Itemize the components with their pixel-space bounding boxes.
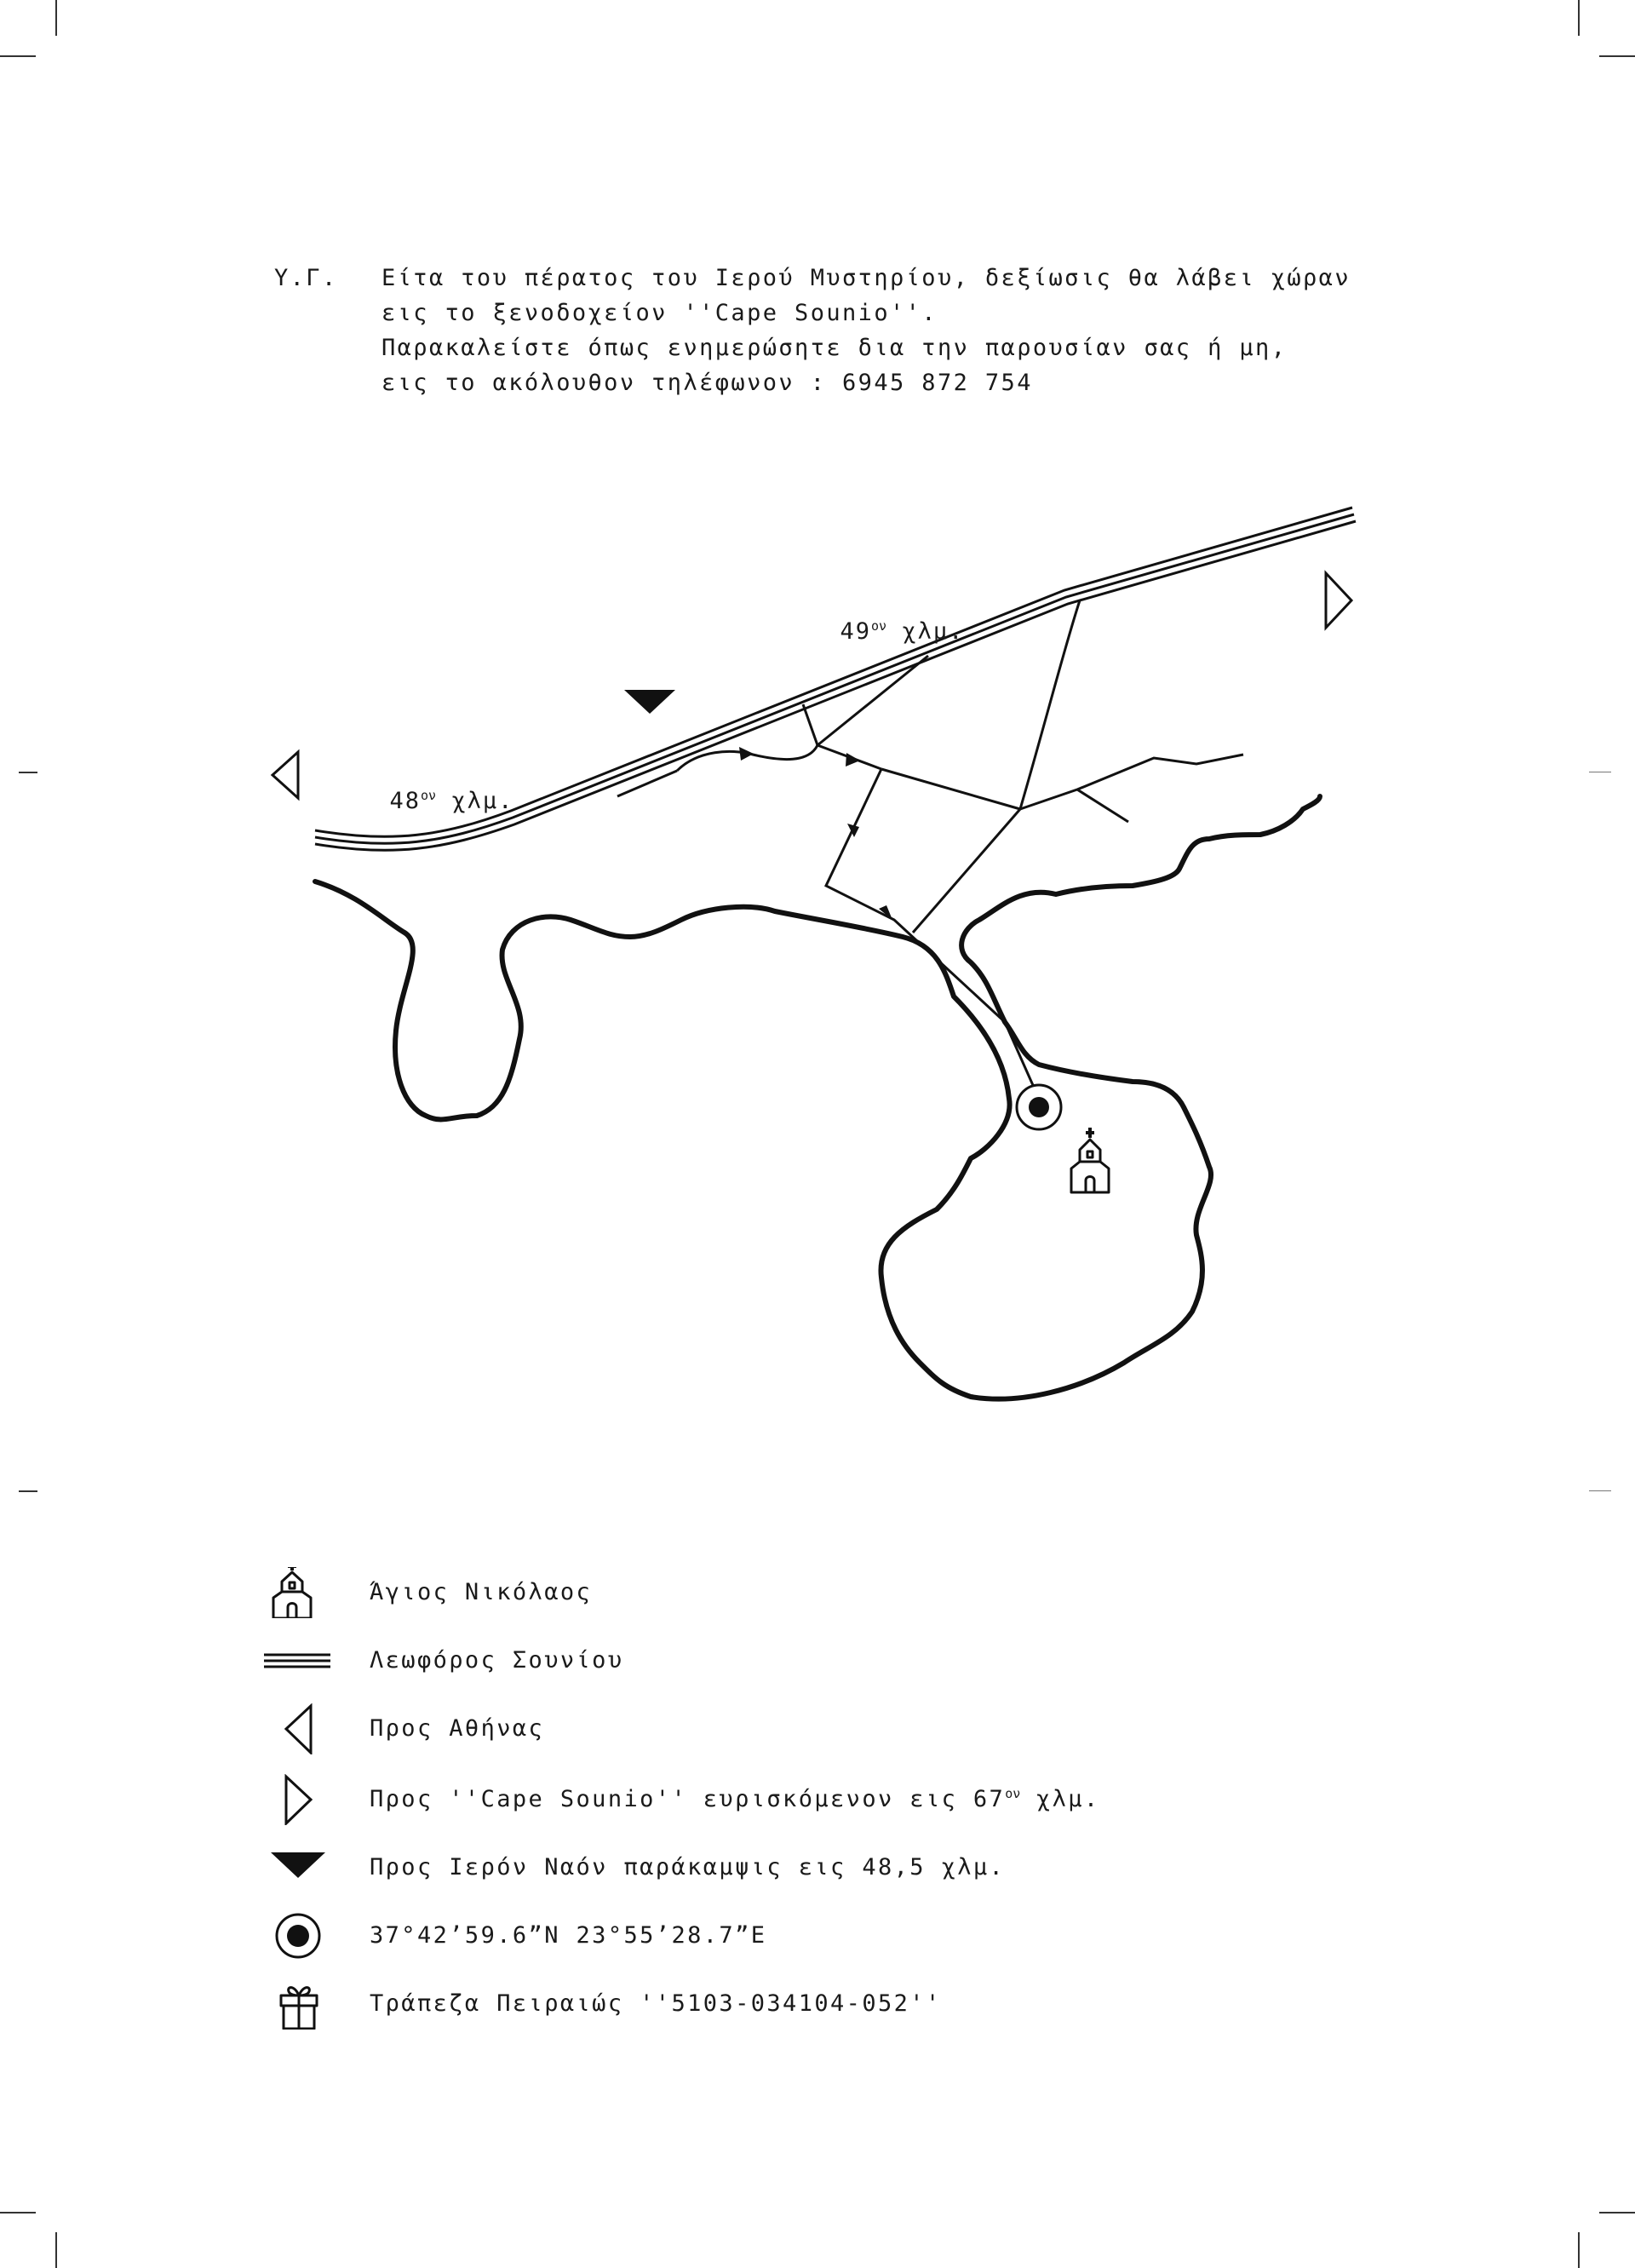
route-arrow	[846, 753, 860, 767]
legend-coordinates	[255, 1910, 1362, 1961]
legend-avenue	[255, 1635, 1362, 1686]
local-roads	[617, 600, 1243, 1099]
legend-detour	[255, 1842, 1362, 1893]
triple-line-icon	[255, 1635, 341, 1686]
crop-mark	[0, 2212, 36, 2213]
coastline	[315, 796, 1320, 1399]
legend-church	[255, 1567, 1362, 1618]
crop-mark	[1599, 2212, 1635, 2213]
down-triangle-icon	[255, 1842, 341, 1893]
direction-arrows	[739, 747, 892, 920]
legend-cape-sounio-main: Προς ''Cape Sounio'' ευρισκόμενον εις 67	[370, 1786, 1006, 1812]
church-detour-arrow	[624, 690, 675, 714]
legend-cape-sounio	[255, 1774, 1362, 1825]
postscript-label: Υ.Γ.	[274, 265, 338, 291]
km-48-label	[359, 761, 513, 814]
km-48-number: 48	[389, 788, 422, 814]
crop-mark	[55, 2232, 57, 2268]
legend-cape-sounio-text	[370, 1786, 1100, 1812]
to-cape-sounio-arrow	[1326, 573, 1351, 628]
church-icon	[1071, 1128, 1109, 1192]
legend-athens-text: Προς Αθήνας	[370, 1715, 545, 1742]
crop-mark	[19, 1490, 37, 1492]
legend-avenue-text: Λεωφόρος Σουνίου	[370, 1647, 624, 1674]
km-49-suffix: ον	[871, 618, 887, 634]
right-triangle-icon	[255, 1774, 341, 1825]
to-athens-arrow	[272, 752, 298, 798]
postscript-line: Παρακαλείστε όπως ενημερώσητε δια την παρουσίαν σας ή μη,	[382, 335, 1288, 361]
legend-detour-text: Προς Ιερόν Ναόν παράκαμψις εις 48,5 χλμ.	[370, 1854, 1006, 1880]
postscript-line: εις το ξενοδοχείον ''Cape Sounio''.	[382, 300, 938, 326]
church-icon	[255, 1567, 341, 1618]
gift-icon	[255, 1978, 341, 2030]
legend-cape-sounio-unit: χλμ.	[1020, 1786, 1100, 1812]
legend-coordinates-text: 37°42’59.6”N 23°55’28.7”E	[370, 1922, 767, 1949]
km-49-number: 49	[840, 618, 872, 645]
location-marker	[1017, 1085, 1061, 1129]
legend-bank-text: Τράπεζα Πειραιώς ''5103-034104-052''	[370, 1990, 942, 2017]
target-marker-icon	[255, 1910, 341, 1961]
km-48-unit: χλμ.	[436, 788, 514, 814]
route-arrow	[739, 747, 754, 761]
postscript-line: εις το ακόλουθον τηλέφωνον : 6945 872 754	[382, 370, 1033, 396]
left-triangle-icon	[255, 1703, 341, 1754]
postscript-line: Είτα του πέρατος του Ιερού Μυστηρίου, δεξίωσις θα λάβει χώραν	[382, 265, 1351, 291]
legend-bank	[255, 1978, 1362, 2030]
crop-mark	[1589, 1490, 1611, 1491]
crop-mark	[1578, 2232, 1580, 2268]
km-48-suffix: ον	[421, 788, 437, 803]
km-49-label	[809, 592, 964, 645]
km-49-unit: χλμ.	[886, 618, 965, 645]
legend-cape-sounio-suffix: ον	[1005, 1786, 1021, 1801]
legend-church-text: Άγιος Νικόλαος	[370, 1579, 593, 1605]
